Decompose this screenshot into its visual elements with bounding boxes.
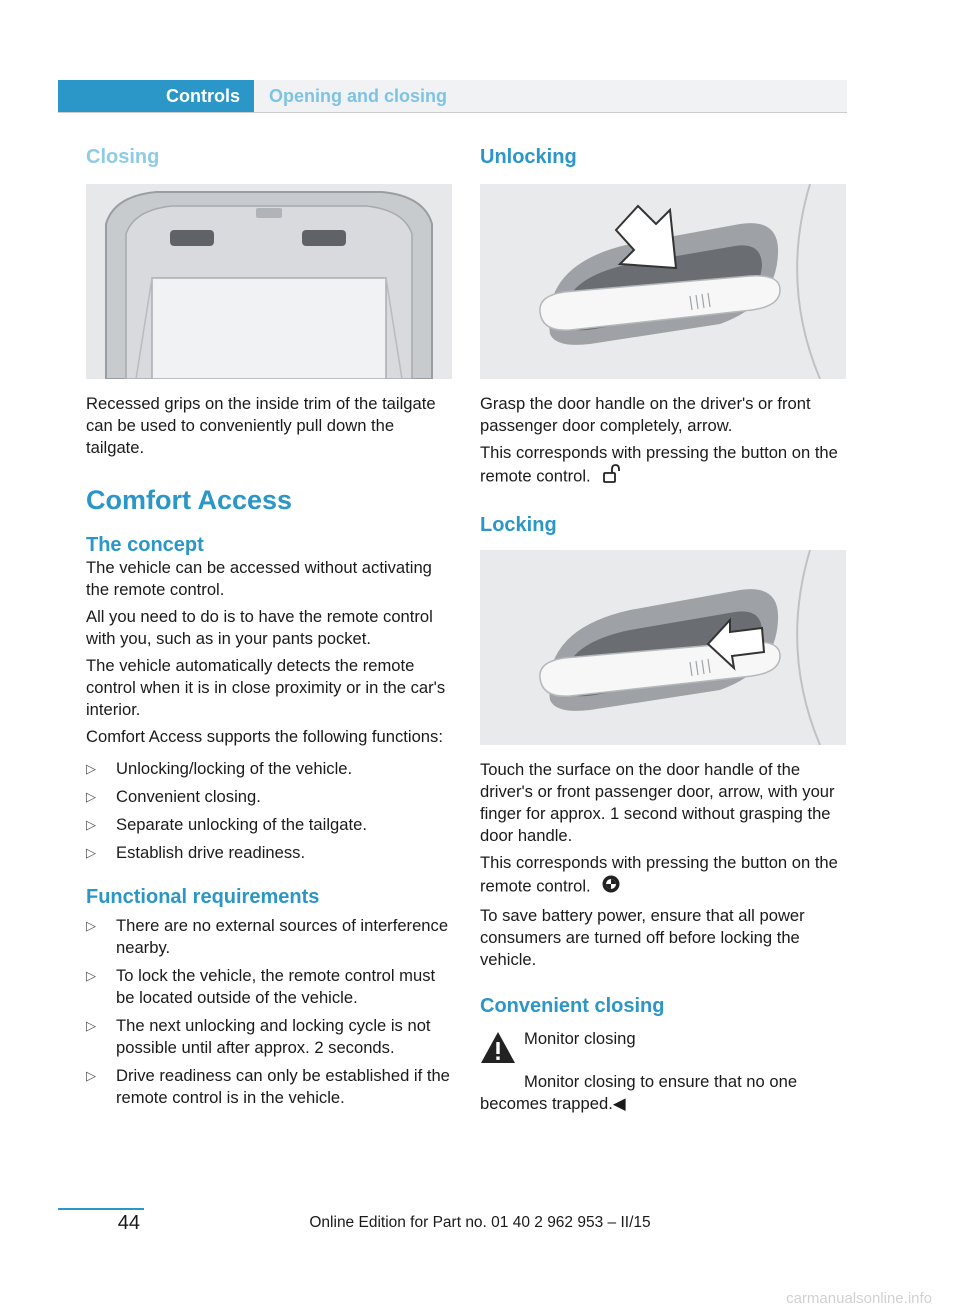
tailgate-figure xyxy=(86,184,452,379)
unlocking-paragraph-2-text: This corresponds with pressing the button on the remote control. xyxy=(480,443,838,486)
bullet-triangle-icon: ▷ xyxy=(86,1068,96,1083)
concept-paragraph-1: The vehicle can be accessed without activating the remote control. xyxy=(86,558,432,599)
requirements-list xyxy=(86,915,452,1109)
list-item xyxy=(86,786,452,808)
locking-paragraph-2 xyxy=(480,852,846,900)
list-item xyxy=(86,1065,452,1109)
bullet-triangle-icon: ▷ xyxy=(86,968,96,983)
unlocking-heading: Unlocking xyxy=(480,146,577,168)
list-item xyxy=(86,842,452,864)
convenient-closing-heading: Convenient closing xyxy=(480,995,665,1017)
warning-triangle-icon xyxy=(480,1030,516,1066)
watermark: carmanualsonline.info xyxy=(786,1290,932,1307)
list-item xyxy=(86,758,452,780)
list-item xyxy=(86,1015,452,1059)
list-item xyxy=(86,965,452,1009)
bullet-triangle-icon: ▷ xyxy=(86,918,96,933)
unlocking-paragraph-2 xyxy=(480,442,846,490)
section-tab xyxy=(58,80,254,112)
list-item-text: Convenient closing. xyxy=(116,787,261,806)
closing-text: Recessed grips on the inside trim of the tailgate can be used to conveniently pull down the tailgate. xyxy=(86,394,436,457)
warning-block xyxy=(480,1028,846,1066)
concept-paragraph-3: The vehicle automatically detects the remote control when it is in close proximity or in the car's interior. xyxy=(86,656,446,719)
bmw-logo-button-icon xyxy=(601,874,621,900)
page-number: 44 xyxy=(117,1212,140,1234)
list-item-text: To lock the vehicle, the remote control must be located outside of the vehicle. xyxy=(116,966,436,1007)
unlocking-figure xyxy=(480,184,846,379)
unlocking-paragraph-1: Grasp the door handle on the driver's or front passenger door completely, arrow. xyxy=(480,394,811,435)
list-item xyxy=(86,814,452,836)
left-column xyxy=(86,146,452,1109)
requirements-heading: Functional requirements xyxy=(86,886,320,908)
subsection-label: Opening and closing xyxy=(269,86,448,106)
warning-title: Monitor closing xyxy=(524,1029,636,1048)
functions-list xyxy=(86,758,452,864)
closing-heading: Closing xyxy=(86,146,160,168)
bullet-triangle-icon: ▷ xyxy=(86,845,96,860)
locking-figure xyxy=(480,550,846,745)
bullet-triangle-icon: ▷ xyxy=(86,817,96,832)
concept-paragraph-2: All you need to do is to have the remote control with you, such as in your pants pocket. xyxy=(86,607,433,648)
locking-paragraph-2-text: This corresponds with pressing the button on the remote control. xyxy=(480,853,838,896)
door-handle-lock-illustration xyxy=(480,550,846,745)
locking-paragraph-1: Touch the surface on the door handle of the driver's or front passenger door, arrow, with your finger for approx. 1 second without grasping the door handle. xyxy=(480,760,835,845)
concept-heading: The concept xyxy=(86,534,204,556)
locking-heading: Locking xyxy=(480,514,557,536)
list-item-text: The next unlocking and locking cycle is not possible until after approx. 2 seconds. xyxy=(116,1016,431,1057)
right-column xyxy=(480,146,846,1115)
edition-line: Online Edition for Part no. 01 40 2 962 953 – II/15 xyxy=(309,1214,651,1231)
door-handle-unlock-illustration xyxy=(480,184,846,379)
list-item-text: Separate unlocking of the tailgate. xyxy=(116,815,367,834)
list-item-text: Drive readiness can only be established if the remote control is in the vehicle. xyxy=(116,1066,450,1107)
list-item xyxy=(86,915,452,959)
concept-paragraph-4: Comfort Access supports the following functions: xyxy=(86,727,443,746)
bullet-triangle-icon: ▷ xyxy=(86,761,96,776)
list-item-text: There are no external sources of interference nearby. xyxy=(116,916,449,957)
tailgate-illustration xyxy=(86,184,452,379)
warning-text: Monitor closing to ensure that no one becomes trapped.◀ xyxy=(480,1072,798,1113)
list-item-text: Establish drive readiness. xyxy=(116,843,306,862)
list-item-text: Unlocking/locking of the vehicle. xyxy=(116,759,353,778)
bullet-triangle-icon: ▷ xyxy=(86,1018,96,1033)
locking-paragraph-3: To save battery power, ensure that all power consumers are turned off before locking the vehicle. xyxy=(480,906,805,969)
footer-accent-line xyxy=(58,1208,144,1210)
comfort-access-heading: Comfort Access xyxy=(86,485,293,515)
section-label: Controls xyxy=(166,85,240,106)
unlock-button-icon xyxy=(601,464,621,490)
bullet-triangle-icon: ▷ xyxy=(86,789,96,804)
